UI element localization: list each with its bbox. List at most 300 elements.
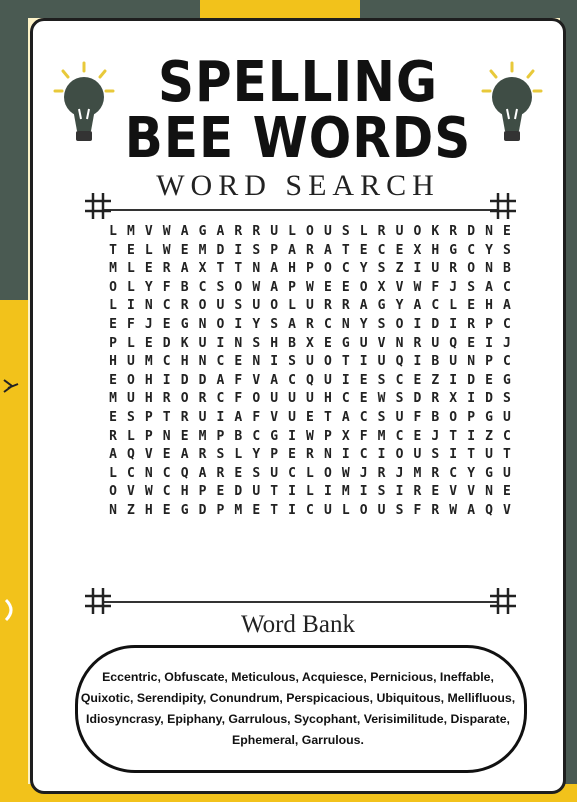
grid-letter: T [109,242,117,258]
grid-letter: P [306,261,314,277]
grid-letter: V [144,224,153,239]
grid-letter: G [180,316,189,332]
grid-letter: U [198,335,207,351]
grid-letter: M [109,261,117,277]
grid-letter: I [449,372,458,388]
grid-letter: R [252,224,261,239]
grid-letter: E [431,484,440,500]
grid-letter: C [341,261,350,277]
grid-letter: F [126,316,135,332]
grid-letter: R [323,298,332,314]
grid-letter: C [126,465,135,481]
grid-letter: W [144,484,153,500]
grid-letter: M [234,502,243,518]
word-bank-box [75,645,527,773]
grid-letter: C [162,465,171,481]
subtitle: WORD SEARCH [156,169,440,202]
grid-letter: S [377,409,386,425]
grid-letter: F [359,428,368,444]
grid-letter: S [270,316,279,332]
grid-letter: W [306,428,314,444]
grid-letter: S [377,316,386,332]
grid-letter: L [126,428,135,444]
grid-letter: D [198,372,207,388]
grid-letter: G [485,465,493,481]
grid-letter: U [323,224,332,239]
grid-letter: X [341,428,350,444]
grid-letter: I [288,428,296,444]
grid-letter: T [449,428,458,444]
grid-letter: M [198,242,207,258]
grid-letter: A [503,298,511,314]
grid-row [105,223,515,242]
grid-letter: S [341,224,350,239]
grid-letter: A [467,502,476,518]
grid-letter: H [431,242,440,258]
grid-letter: L [126,261,135,277]
grid-letter: A [270,372,279,388]
grid-letter: I [216,409,225,425]
grid-letter: S [395,502,404,518]
grid-letter: P [323,428,332,444]
grid-letter: E [413,372,422,388]
grid-letter: I [216,335,225,351]
word-bank-list: Eccentric, Obfuscate, Meticulous, Acquiesce, Pernicious, Ineffable, Quixotic, Serendipity, Conundrum, Perspicacious, Ubiquitous, Mellifluous, Idiosyncrasy, Epiphany, Garrulous, Sycophant, Verisimilitude, Disparate, Ephemeral, Garrulous. [80,670,516,747]
grid-letter: T [270,502,279,518]
grid-letter: W [377,391,386,407]
grid-letter: I [359,484,368,500]
grid-letter: C [252,428,261,444]
grid-letter: J [449,279,458,295]
grid-letter: E [180,242,189,258]
grid-letter: A [288,242,296,258]
grid-letter: C [162,298,171,314]
grid-letter: X [306,335,314,351]
grid-letter: C [503,428,511,444]
grid-letter: B [503,261,511,277]
grid-letter: B [288,335,296,351]
grid-letter: J [359,465,368,481]
grid-letter: A [270,261,279,277]
grid-letter: S [216,279,225,295]
grid-letter: U [503,465,511,481]
grid-letter: F [252,409,261,425]
grid-letter: S [503,391,511,407]
grid-letter: R [377,224,386,239]
grid-letter: R [306,447,314,463]
grid-letter: I [359,354,368,370]
grid-letter: E [288,447,296,463]
grid-letter: U [288,409,296,425]
grid-letter: R [198,447,207,463]
grid-row [105,446,515,465]
grid-letter: I [413,261,422,277]
grid-letter: E [359,372,368,388]
grid-letter: R [198,391,207,407]
grid-letter: A [323,242,332,258]
grid-letter: L [359,224,368,239]
grid-letter: U [359,335,368,351]
grid-letter: U [413,447,422,463]
grid-letter: L [306,484,314,500]
grid-letter: Y [252,316,261,332]
grid-letter: I [270,354,279,370]
grid-letter: A [485,279,493,295]
grid-letter: S [252,242,261,258]
grid-letter: O [252,391,261,407]
grid-letter: T [323,409,332,425]
hashtag-ornament-icon [488,191,518,221]
grid-letter: E [162,502,171,518]
grid-row [105,242,515,261]
grid-letter: R [413,335,422,351]
grid-letter: U [323,372,332,388]
grid-letter: C [162,354,171,370]
grid-letter: G [198,224,207,239]
grid-letter: N [198,354,207,370]
grid-letter: R [413,484,422,500]
grid-letter: U [431,261,440,277]
grid-letter: D [198,502,207,518]
grid-letter: Y [467,465,476,481]
grid-letter: I [234,316,243,332]
grid-letter: L [306,465,314,481]
grid-letter: F [413,502,422,518]
grid-letter: U [126,354,135,370]
grid-letter: E [413,428,422,444]
grid-letter: U [449,354,458,370]
grid-letter: C [341,391,350,407]
grid-letter: E [395,242,404,258]
grid-letter: C [323,316,332,332]
grid-letter: Q [485,502,493,518]
grid-letter: D [431,316,440,332]
letter-grid [105,223,515,521]
grid-row [105,483,515,502]
grid-letter: I [288,502,296,518]
grid-letter: Z [126,502,135,518]
grid-letter: W [252,279,261,295]
grid-letter: U [323,502,332,518]
grid-letter: A [109,447,117,463]
grid-letter: L [126,279,135,295]
grid-row [105,297,515,316]
grid-letter: G [341,335,350,351]
grid-letter: C [395,372,404,388]
grid-letter: Z [395,261,404,277]
grid-letter: C [395,428,404,444]
grid-letter: U [252,298,261,314]
grid-letter: H [144,372,153,388]
grid-letter: O [216,316,225,332]
grid-letter: C [467,242,476,258]
grid-letter: N [109,502,117,518]
grid-letter: S [252,335,261,351]
grid-letter: E [467,335,476,351]
grid-letter: B [431,409,440,425]
grid-letter: O [359,502,368,518]
grid-letter: S [467,279,476,295]
grid-letter: E [467,298,476,314]
grid-letter: L [341,502,350,518]
grid-letter: C [377,242,386,258]
grid-letter: S [377,261,386,277]
grid-letter: C [162,484,171,500]
grid-letter: Y [359,316,368,332]
grid-letter: P [485,316,493,332]
grid-letter: I [126,298,135,314]
grid-letter: T [503,447,511,463]
grid-letter: X [198,261,207,277]
grid-letter: P [144,428,153,444]
grid-letter: W [162,242,171,258]
grid-letter: F [162,279,171,295]
grid-letter: U [395,409,404,425]
grid-letter: C [449,465,458,481]
grid-letter: T [341,354,350,370]
grid-letter: S [126,409,135,425]
grid-letter: Y [252,447,261,463]
grid-letter: U [252,484,261,500]
grid-letter: N [323,447,332,463]
grid-letter: R [431,502,440,518]
grid-letter: R [449,224,458,239]
grid-letter: C [503,354,511,370]
grid-letter: D [180,372,189,388]
grid-letter: Q [395,354,404,370]
grid-letter: R [431,391,440,407]
grid-letter: O [413,224,422,239]
grid-letter: F [234,391,243,407]
title-line-2: BEE WORDS [124,105,472,171]
grid-row [105,316,515,335]
grid-letter: T [162,409,171,425]
grid-letter: I [467,391,476,407]
grid-letter: E [485,372,493,388]
grid-letter: E [144,261,153,277]
grid-letter: D [467,372,476,388]
grid-letter: R [234,224,243,239]
grid-letter: I [449,316,458,332]
grid-letter: S [431,447,440,463]
grid-letter: W [413,279,422,295]
grid-letter: M [377,428,386,444]
grid-letter: U [395,224,404,239]
grid-letter: U [503,409,511,425]
grid-letter: U [270,224,279,239]
grid-letter: X [449,391,458,407]
grid-row [105,409,515,428]
grid-letter: L [449,298,458,314]
grid-letter: V [395,279,404,295]
grid-letter: M [126,224,135,239]
grid-letter: O [270,298,279,314]
grid-letter: U [270,391,279,407]
grid-letter: P [144,409,153,425]
grid-letter: S [234,298,243,314]
grid-letter: O [323,261,332,277]
grid-letter: I [449,447,458,463]
grid-letter: S [288,354,296,370]
grid-letter: N [252,354,261,370]
word-bank-title: Word Bank [241,611,355,638]
grid-letter: O [306,224,314,239]
grid-letter: F [431,279,440,295]
grid-letter: I [234,242,243,258]
grid-letter: H [180,354,189,370]
grid-letter: P [198,484,207,500]
grid-letter: R [162,261,171,277]
grid-letter: W [449,502,458,518]
grid-letter: G [449,242,458,258]
grid-letter: O [323,354,332,370]
grid-letter: R [377,465,386,481]
grid-letter: A [270,279,279,295]
grid-letter: E [109,372,117,388]
grid-letter: L [288,298,296,314]
grid-letter: E [180,428,189,444]
grid-letter: E [323,279,332,295]
grid-letter: D [216,242,225,258]
grid-letter: A [359,298,368,314]
grid-letter: O [323,465,332,481]
grid-letter: J [144,316,153,332]
grid-letter: V [252,372,261,388]
grid-letter: I [485,335,493,351]
grid-letter: P [109,335,117,351]
grid-letter: Q [126,447,135,463]
grid-letter: C [359,447,368,463]
grid-letter: O [234,279,243,295]
grid-letter: I [341,447,350,463]
grid-letter: R [216,465,225,481]
grid-letter: O [395,316,404,332]
grid-letter: U [126,391,135,407]
grid-letter: X [413,242,422,258]
grid-letter: H [485,298,493,314]
grid-letter: N [341,316,350,332]
grid-letter: I [413,354,422,370]
grid-letter: K [180,335,189,351]
grid-letter: S [377,484,386,500]
grid-letter: E [503,484,511,500]
grid-row [105,502,515,521]
grid-letter: N [144,465,153,481]
grid-letter: N [162,428,171,444]
grid-letter: E [234,354,243,370]
grid-letter: M [144,354,153,370]
grid-letter: D [234,484,243,500]
grid-letter: Q [306,372,314,388]
hashtag-ornament-icon [83,191,113,221]
grid-letter: A [180,261,189,277]
grid-letter: X [377,279,386,295]
bottom-divider [103,601,498,603]
grid-letter: I [377,447,386,463]
grid-letter: P [485,354,493,370]
grid-letter: O [395,447,404,463]
grid-row [105,390,515,409]
grid-letter: M [341,484,350,500]
grid-letter: A [288,316,296,332]
grid-letter: U [306,391,314,407]
grid-letter: A [216,372,225,388]
grid-letter: J [431,428,440,444]
grid-letter: S [216,447,225,463]
grid-letter: I [341,372,350,388]
grid-letter: K [431,224,440,239]
grid-letter: Z [485,428,493,444]
grid-letter: U [288,391,296,407]
grid-letter: V [144,447,153,463]
grid-row [105,372,515,391]
grid-letter: H [144,502,153,518]
grid-letter: T [467,447,476,463]
grid-letter: Y [144,279,153,295]
grid-letter: C [359,409,368,425]
grid-letter: P [216,428,225,444]
grid-letter: I [395,484,404,500]
grid-letter: P [467,409,476,425]
grid-letter: S [252,465,261,481]
grid-letter: G [180,502,189,518]
grid-row [105,353,515,372]
grid-letter: D [485,391,493,407]
grid-letter: C [198,279,207,295]
grid-letter: M [413,465,422,481]
grid-letter: N [234,335,243,351]
grid-letter: T [234,261,243,277]
grid-letter: R [449,261,458,277]
grid-letter: V [377,335,386,351]
grid-letter: A [180,447,189,463]
grid-letter: R [306,316,314,332]
grid-letter: E [359,391,368,407]
grid-letter: R [341,298,350,314]
grid-letter: A [198,465,207,481]
grid-letter: U [306,298,314,314]
grid-letter: C [288,465,296,481]
grid-letter: G [485,409,493,425]
grid-letter: O [109,484,117,500]
grid-letter: V [503,502,511,518]
grid-letter: V [126,484,135,500]
grid-letter: H [109,354,117,370]
grid-letter: H [270,335,279,351]
grid-letter: E [234,465,243,481]
grid-letter: C [216,391,225,407]
grid-letter: A [234,409,243,425]
grid-letter: W [306,279,314,295]
grid-letter: O [467,261,476,277]
grid-letter: N [467,354,476,370]
grid-letter: Q [449,335,458,351]
grid-letter: E [359,242,368,258]
grid-letter: C [503,316,511,332]
grid-letter: R [467,316,476,332]
grid-letter: E [162,447,171,463]
grid-letter: R [180,298,189,314]
grid-letter: O [126,372,135,388]
grid-letter: I [162,372,171,388]
grid-letter: M [109,391,117,407]
grid-letter: B [180,279,189,295]
grid-letter: C [216,354,225,370]
grid-letter: O [198,298,207,314]
grid-letter: Z [431,372,440,388]
grid-letter: T [216,261,225,277]
grid-letter: A [216,224,225,239]
